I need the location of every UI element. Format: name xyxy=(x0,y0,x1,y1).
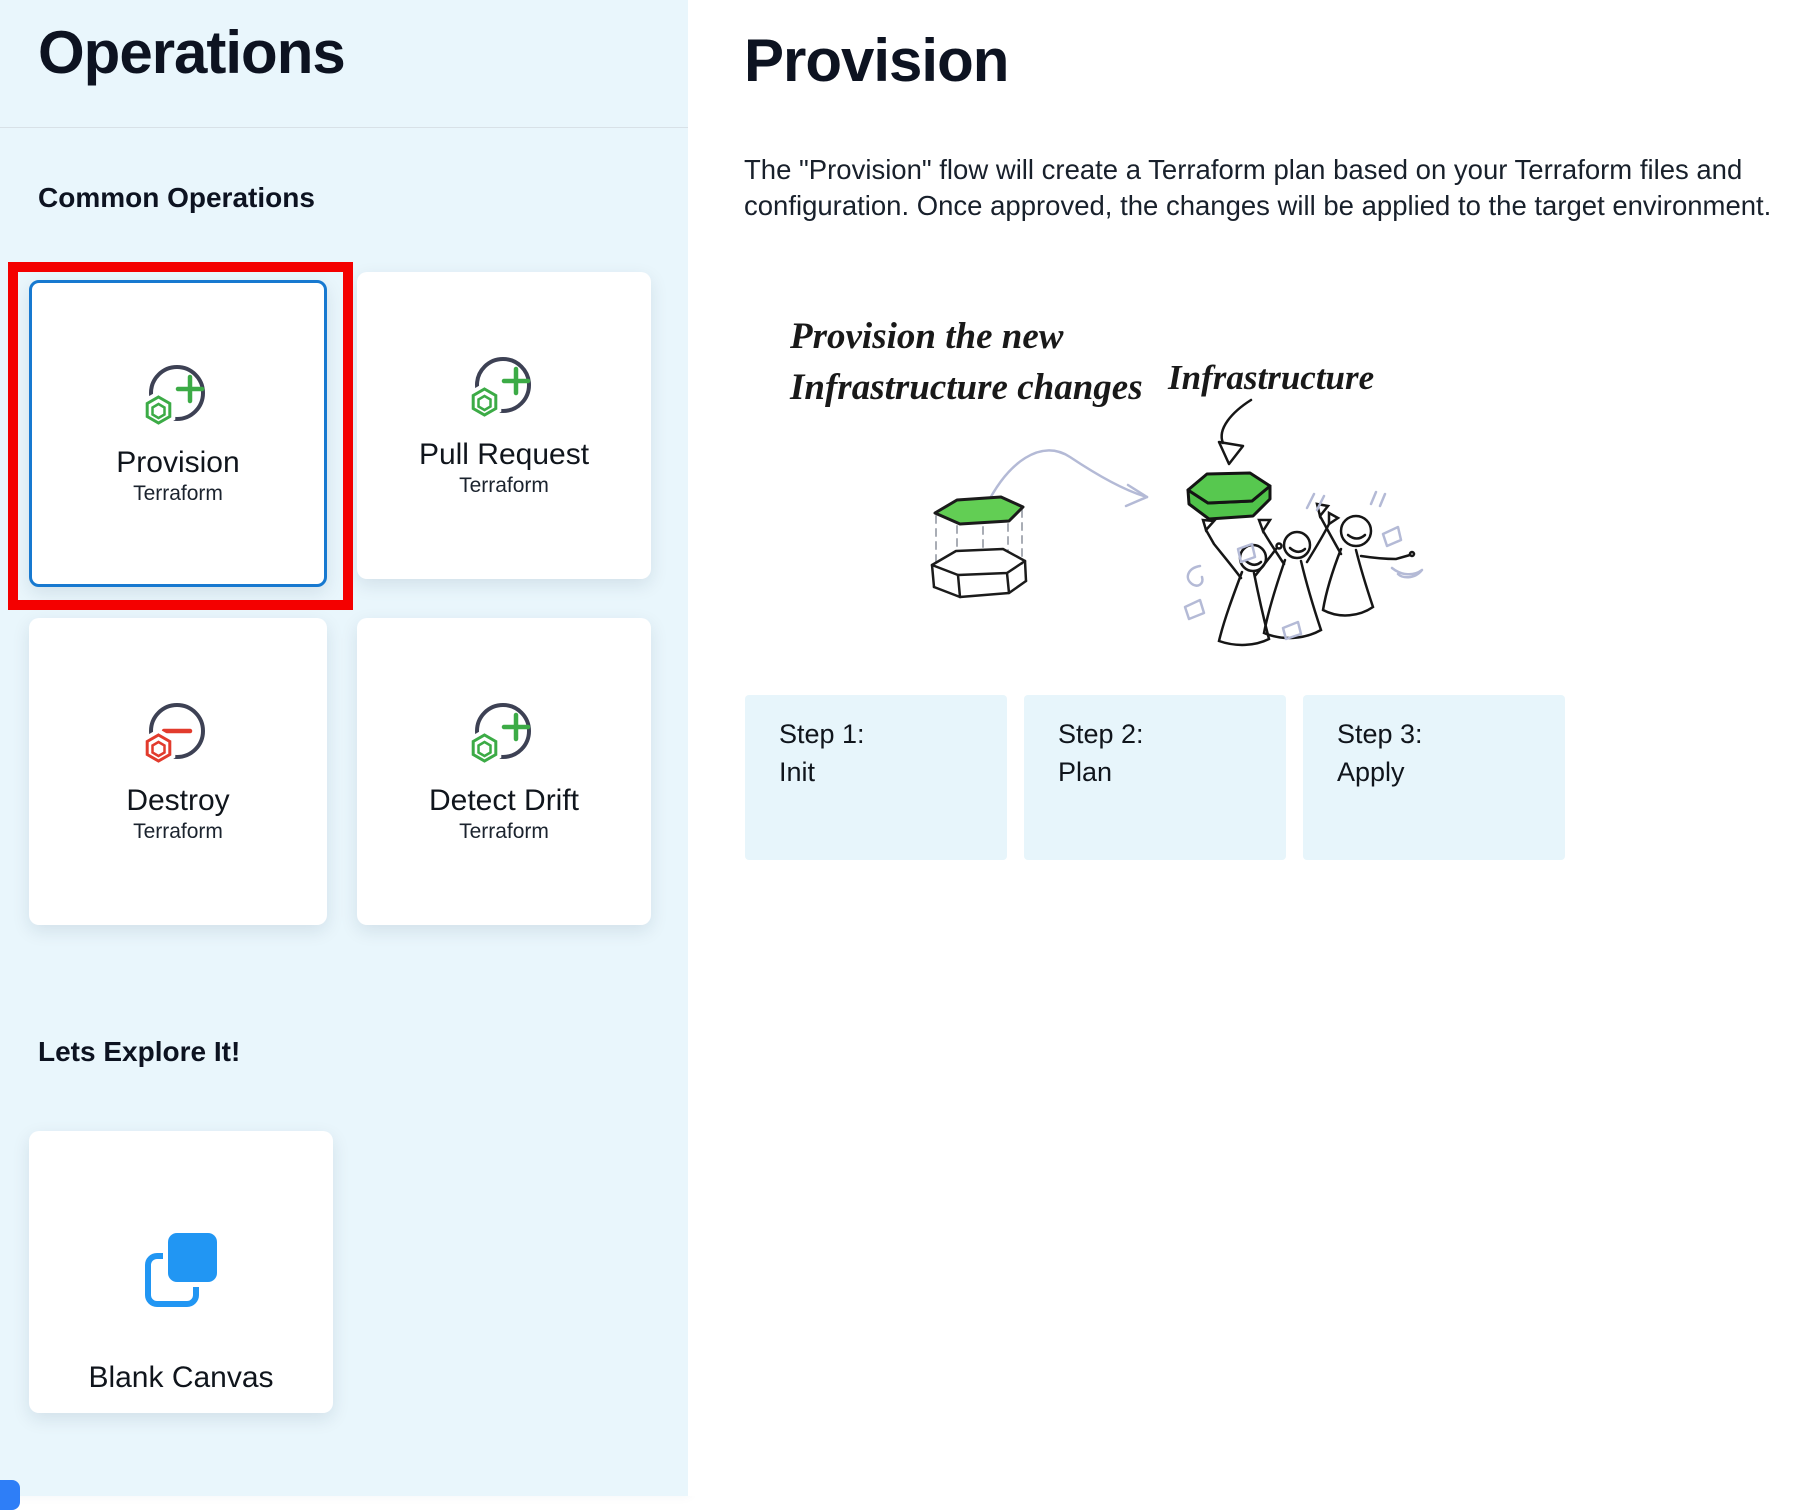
step-label: Step 1: xyxy=(779,719,865,749)
card-subtitle: Terraform xyxy=(133,482,223,505)
steps-row xyxy=(745,695,1565,860)
prism-sketch xyxy=(932,497,1026,597)
sketch-arrow-down xyxy=(1219,400,1251,464)
card-title: Detect Drift xyxy=(428,784,580,817)
step-name: Plan xyxy=(1058,757,1113,787)
step-name: Init xyxy=(779,757,816,787)
operation-card-blank-canvas[interactable] xyxy=(29,1131,333,1413)
card-title: Pull Request xyxy=(418,438,590,471)
page-title: Provision xyxy=(744,27,1009,94)
card-subtitle: Terraform xyxy=(133,820,223,843)
operations-sidebar xyxy=(0,0,688,1496)
terraform-add-icon xyxy=(469,698,539,773)
card-title: Provision xyxy=(116,446,240,479)
step-card-plan xyxy=(1024,695,1286,860)
step-name: Apply xyxy=(1337,757,1405,787)
section-heading-lets-explore: Lets Explore It! xyxy=(38,1036,241,1067)
floating-action-button[interactable] xyxy=(0,1480,20,1510)
sketch-arrow-curved xyxy=(986,450,1147,506)
terraform-add-icon xyxy=(469,352,539,427)
operation-card-provision[interactable] xyxy=(29,280,327,587)
card-title: Destroy xyxy=(126,784,230,817)
handwritten-label-right: Infrastructure xyxy=(1168,358,1375,397)
step-card-apply xyxy=(1303,695,1565,860)
handwritten-label-line2: Infrastructure changes xyxy=(790,367,1143,408)
step-label: Step 2: xyxy=(1058,719,1144,749)
provision-detail-panel xyxy=(688,0,1800,1496)
step-card-init xyxy=(745,695,1007,860)
provision-description: The "Provision" flow will create a Terraform plan based on your Terraform files and configuration. Once approved, the changes will be applied to the target environment. xyxy=(744,154,1772,221)
celebrating-figures-sketch xyxy=(1203,504,1414,645)
terraform-remove-icon xyxy=(143,698,213,773)
card-title: Blank Canvas xyxy=(88,1361,274,1394)
green-hexagon-sketch xyxy=(1188,473,1270,519)
handwritten-label-line1: Provision the new xyxy=(790,316,1064,357)
sidebar-title: Operations xyxy=(38,19,345,86)
terraform-add-icon xyxy=(143,360,213,435)
blank-canvas-icon xyxy=(141,1229,221,1314)
operation-card-detect-drift[interactable] xyxy=(357,618,651,925)
operation-card-pull-request[interactable] xyxy=(357,272,651,579)
step-label: Step 3: xyxy=(1337,719,1423,749)
operation-card-destroy[interactable] xyxy=(29,618,327,925)
section-heading-common-operations: Common Operations xyxy=(38,182,315,213)
divider xyxy=(0,127,688,128)
card-subtitle: Terraform xyxy=(459,474,549,497)
card-subtitle: Terraform xyxy=(459,820,549,843)
hand-drawn-illustration xyxy=(688,280,1800,700)
